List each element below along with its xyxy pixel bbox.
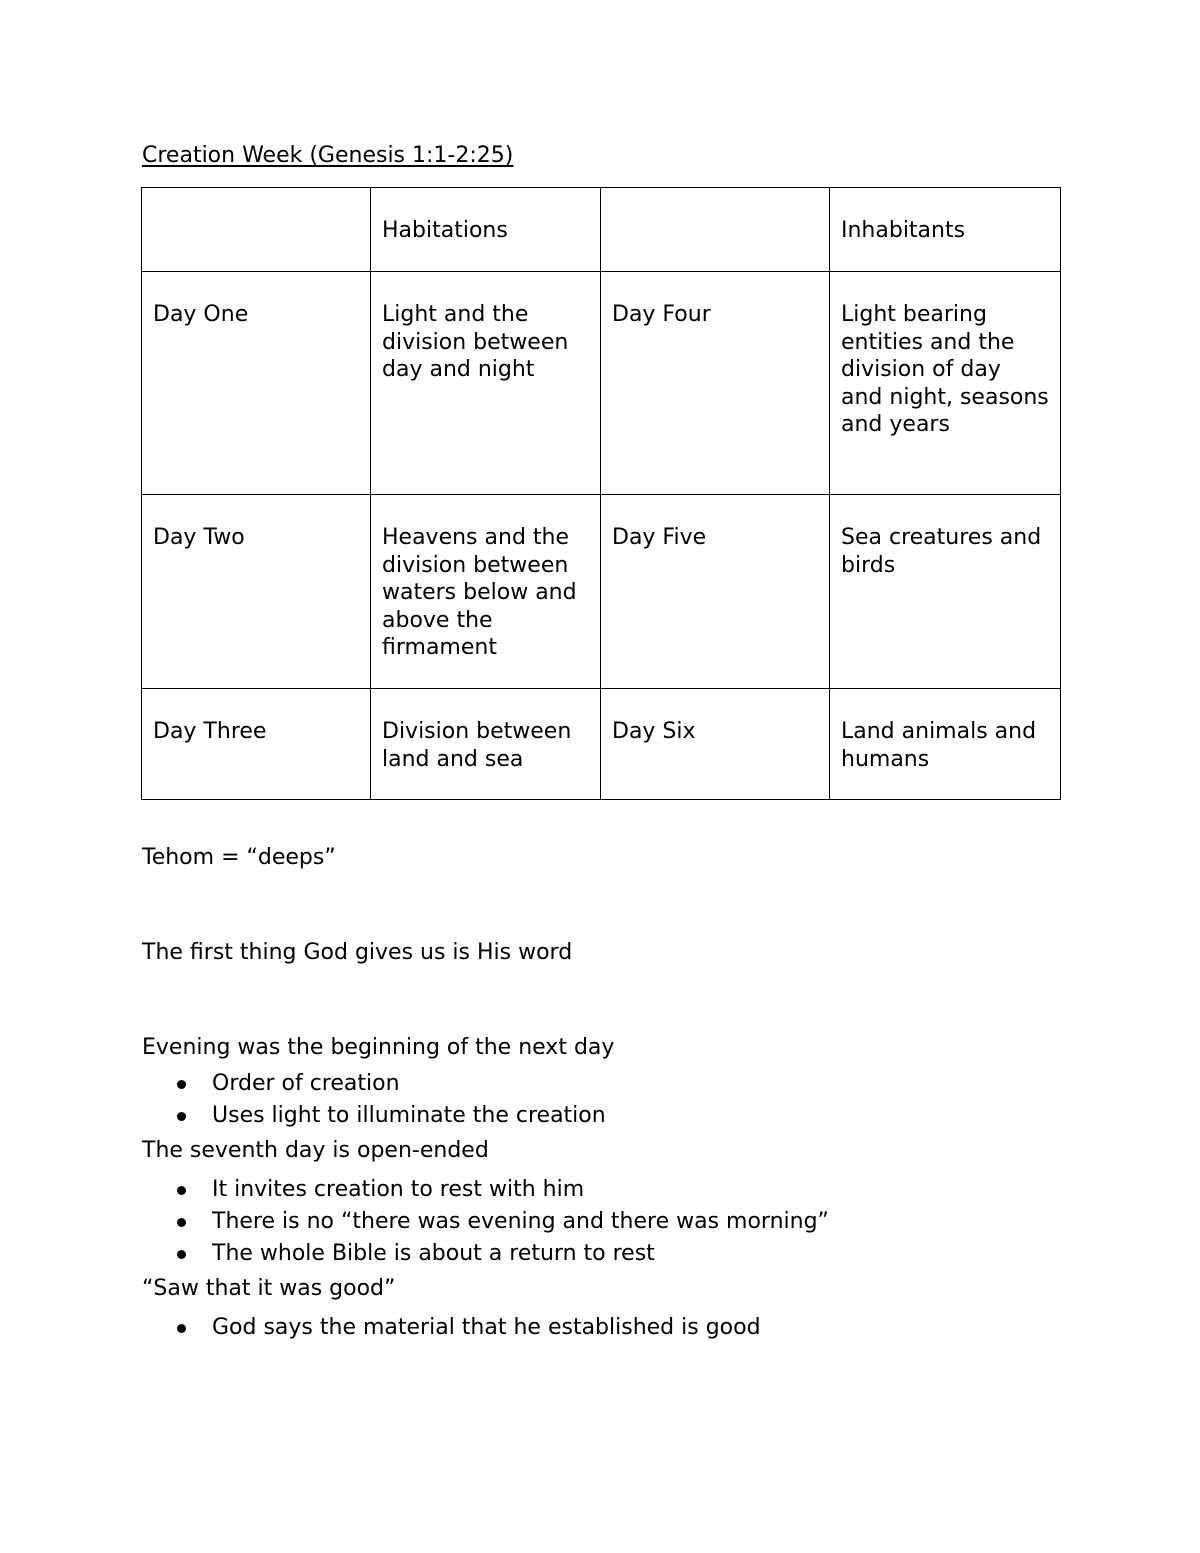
table-row bbox=[142, 272, 1061, 495]
list-item-text: There is no “there was evening and there was morning” bbox=[212, 1209, 829, 1234]
table-cell-inhabitant: Sea creatures and birds bbox=[830, 495, 1061, 689]
document-title: Creation Week (Genesis 1:1-2:25) bbox=[142, 143, 514, 168]
bullet-icon bbox=[177, 1112, 186, 1121]
table-header-cell bbox=[142, 188, 371, 272]
list-item-text: Uses light to illuminate the creation bbox=[212, 1103, 606, 1128]
list-item-text: Order of creation bbox=[212, 1071, 400, 1096]
bullet-icon bbox=[177, 1080, 186, 1089]
table-cell-habitation: Heavens and the division between waters below and above the firmament bbox=[371, 495, 601, 689]
table-cell-habitation: Light and the division between day and night bbox=[371, 272, 601, 495]
list-item bbox=[142, 1206, 1082, 1238]
table-cell-day: Day One bbox=[142, 272, 371, 495]
table-cell-day: Day Two bbox=[142, 495, 371, 689]
list-item bbox=[142, 1238, 1082, 1270]
note-seventh-day: The seventh day is open-ended bbox=[142, 1138, 489, 1163]
table-header-habitations: Habitations bbox=[371, 188, 601, 272]
list-item-text: It invites creation to rest with him bbox=[212, 1177, 585, 1202]
table-cell-habitation: Division between land and sea bbox=[371, 689, 601, 800]
bullet-icon bbox=[177, 1324, 186, 1333]
bullet-icon bbox=[177, 1186, 186, 1195]
note-tehom: Tehom = “deeps” bbox=[142, 845, 336, 870]
table-header-cell bbox=[601, 188, 830, 272]
note-saw-good: “Saw that it was good” bbox=[142, 1276, 396, 1301]
table-cell-day: Day Five bbox=[601, 495, 830, 689]
seventh-bullet-list bbox=[142, 1174, 1082, 1270]
note-first-thing: The first thing God gives us is His word bbox=[142, 940, 573, 965]
table-row bbox=[142, 495, 1061, 689]
table-header-row bbox=[142, 188, 1061, 272]
note-evening: Evening was the beginning of the next day bbox=[142, 1035, 615, 1060]
saw-good-bullet-list bbox=[142, 1312, 1082, 1344]
list-item-text: God says the material that he established is good bbox=[212, 1315, 761, 1340]
table-row bbox=[142, 689, 1061, 800]
list-item bbox=[142, 1312, 1082, 1344]
creation-week-table bbox=[141, 187, 1061, 800]
table-cell-inhabitant: Light bearing entities and the division of day and night, seasons and years bbox=[830, 272, 1061, 495]
list-item-text: The whole Bible is about a return to rest bbox=[212, 1241, 655, 1266]
bullet-icon bbox=[177, 1218, 186, 1227]
table-cell-inhabitant: Land animals and humans bbox=[830, 689, 1061, 800]
list-item bbox=[142, 1068, 1082, 1100]
table-cell-day: Day Four bbox=[601, 272, 830, 495]
notes-section bbox=[142, 844, 1082, 1349]
list-item bbox=[142, 1100, 1082, 1132]
list-item bbox=[142, 1174, 1082, 1206]
bullet-icon bbox=[177, 1250, 186, 1259]
table-header-inhabitants: Inhabitants bbox=[830, 188, 1061, 272]
table-cell-day: Day Three bbox=[142, 689, 371, 800]
evening-bullet-list bbox=[142, 1068, 1082, 1132]
table-cell-day: Day Six bbox=[601, 689, 830, 800]
